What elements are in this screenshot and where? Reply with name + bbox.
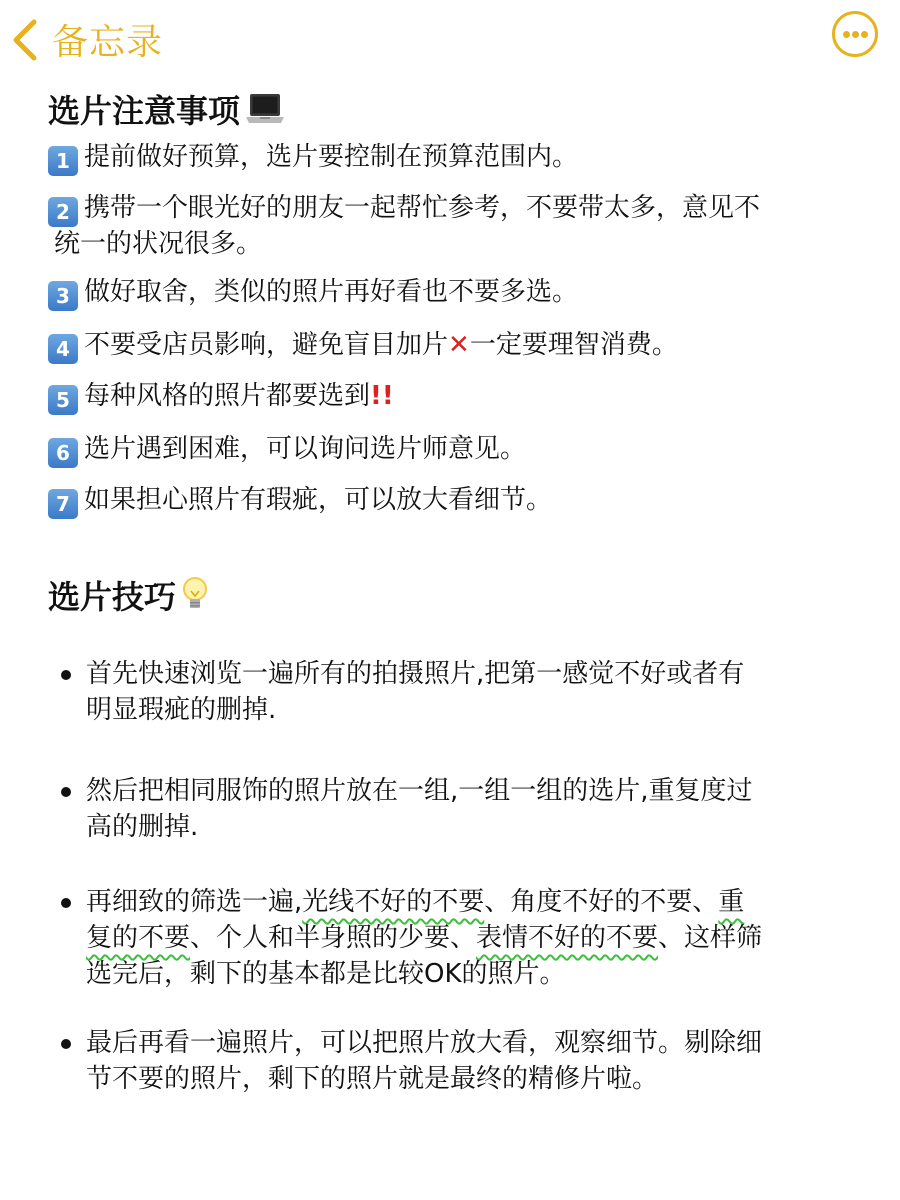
more-options-button[interactable]: [832, 11, 878, 57]
bullet-dot: [61, 670, 71, 680]
number-badge: 3: [48, 281, 78, 311]
bullet-text: 节不要的照片，剩下的照片就是最终的精修片啦。: [86, 1064, 659, 1094]
number-badge: 1: [48, 146, 78, 176]
bullet-text: 明显瑕疵的删掉.: [86, 695, 277, 725]
bullet-item: [55, 884, 875, 992]
bullet-text: 选完后，剩下的基本都是比较OK的照片。: [86, 959, 566, 989]
bullet-text: 、角度不好的不要、: [484, 887, 719, 917]
section-title-text: 选片注意事项: [48, 92, 241, 130]
item-text: 统一的状况很多。: [54, 229, 263, 259]
back-button[interactable]: [4, 8, 174, 64]
bullet-text: 然后把相同服饰的照片放在一组,一组一组的选片,重复度过: [86, 776, 753, 806]
bullet-text: 高的删掉.: [86, 812, 199, 842]
nav-bar: [0, 0, 900, 72]
bullet-text: 最后再看一遍照片，可以把照片放大看，观察细节。剔除细: [86, 1028, 763, 1058]
list-item: [48, 432, 868, 468]
section-title-tips: [48, 572, 210, 624]
laptop-icon: [244, 90, 286, 136]
item-text: 提前做好预算，选片要控制在预算范围内。: [84, 142, 579, 172]
highlighted-text: 表情不好的不要: [476, 923, 659, 953]
item-text: 如果担心照片有瑕疵，可以放大看细节。: [84, 485, 553, 515]
bullet-dot: [61, 898, 71, 908]
item-text: 选片遇到困难，可以询问选片师意见。: [84, 434, 527, 464]
highlighted-text: 重: [718, 887, 745, 917]
lightbulb-icon: [180, 574, 210, 624]
list-item: [48, 191, 868, 261]
bullet-dot: [61, 1039, 71, 1049]
double-exclamation-icon: !!: [370, 381, 394, 411]
number-badge: 5: [48, 385, 78, 415]
more-dot: [852, 31, 859, 38]
highlighted-text: 光线不好的不要: [302, 887, 485, 917]
list-item: [48, 379, 868, 415]
bullet-item: [55, 1025, 875, 1097]
item-text: 不要受店员影响，避免盲目加片: [84, 330, 449, 360]
number-badge: 7: [48, 489, 78, 519]
chevron-left-icon: [10, 18, 40, 62]
list-item: [48, 275, 868, 311]
item-text: 做好取舍，类似的照片再好看也不要多选。: [84, 277, 579, 307]
bullet-text: 、这样筛: [658, 923, 763, 953]
section-title-text: 选片技巧: [48, 578, 177, 616]
bullet-text: 首先快速浏览一遍所有的拍摄照片,把第一感觉不好或者有: [86, 659, 745, 689]
list-item: [48, 328, 868, 364]
bullet-item: [55, 773, 875, 845]
item-text: 携带一个眼光好的朋友一起帮忙参考，不要带太多，意见不: [84, 193, 761, 223]
cross-mark-icon: ✕: [448, 330, 470, 360]
section-title-notes: [48, 86, 286, 136]
bullet-dot: [61, 787, 71, 797]
highlighted-text: 复的不要: [86, 923, 191, 953]
bullet-text: 、个人和半身照的少要、: [190, 923, 477, 953]
list-item: [48, 483, 868, 519]
number-badge: 6: [48, 438, 78, 468]
bullet-text: 再细致的筛选一遍,: [86, 887, 303, 917]
item-text: 一定要理智消费。: [469, 330, 678, 360]
item-text: 每种风格的照片都要选到: [84, 381, 371, 411]
number-badge: 4: [48, 334, 78, 364]
more-dot: [843, 31, 850, 38]
bullet-item: [55, 656, 875, 728]
more-dot: [861, 31, 868, 38]
list-item: [48, 140, 868, 176]
number-badge: 2: [48, 197, 78, 227]
back-title: 备忘录: [52, 22, 164, 63]
